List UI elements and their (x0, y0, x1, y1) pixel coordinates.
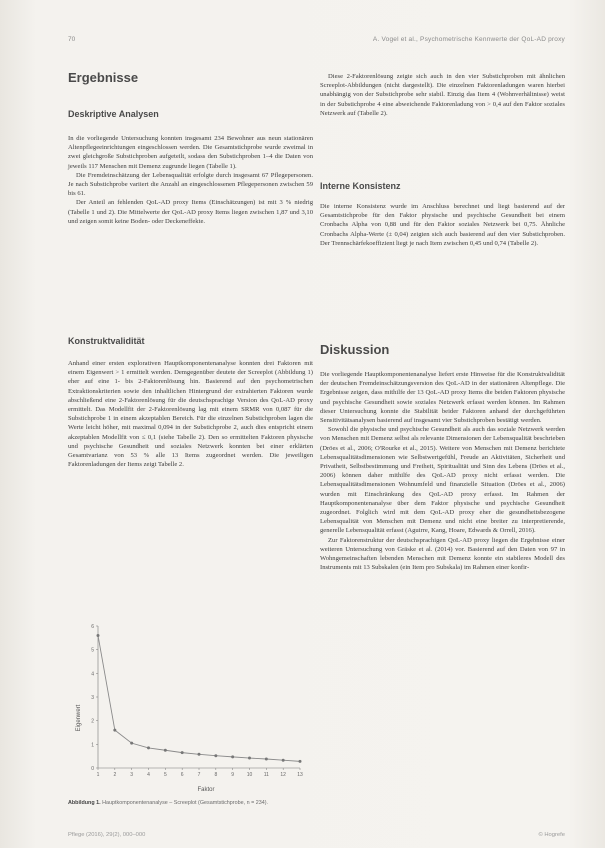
running-title: A. Vogel et al., Psychometrische Kennwerte der QoL-AD proxy (372, 36, 565, 43)
internal-consistency-paragraph: Die interne Konsistenz wurde im Anschluss berechnet und liegt basierend auf der Gesamtstichprobe für den Faktor physische und psychische Gesundheit bei einem Cronbachs Alpha von 0,88 und für den Faktor soziales Netzwerk bei 0,75. Ähnliche Cronbachs Alpha-Werte (± 0,04) zeigten sich auch basierend auf den vier Substichproben. Der Trennschärfekoeffizient liegt je nach Item zwischen 0,45 und 0,74 (Tabelle 2). (320, 203, 565, 247)
x-tick-label: 5 (163, 772, 167, 778)
scree-point (113, 729, 116, 732)
x-tick-label: 2 (113, 772, 117, 778)
scree-point (299, 760, 302, 763)
x-tick-label: 12 (280, 772, 286, 778)
descriptive-section (68, 108, 313, 226)
x-tick-label: 10 (246, 772, 253, 778)
x-tick-label: 3 (130, 772, 134, 778)
y-tick-label: 4 (91, 671, 94, 678)
right-intro-paragraph: Diese 2-Faktorenlösung zeigte sich auch in den vier Substichproben mit ähnlichen Screeplot-Abbildungen (nicht dargestellt). Die einzelnen Faktorenladungen waren hierbei unabhängig von der Substichprobe sehr stabil. Einzig das Item 4 (Wohnverhältnisse) weist in der Substichprobe 4 eine abweichende Faktorenladung von > 0,4 auf den Faktor soziales Netzwerk auf (Tabelle 2). (320, 73, 565, 117)
y-tick-label: 5 (91, 647, 94, 654)
construct-validity-section (68, 335, 313, 469)
x-tick-label: 13 (297, 772, 303, 778)
y-axis-label: Eigenwert (76, 704, 82, 732)
discussion-paragraph-2: Sowohl die physische und psychische Gesundheit als auch das soziale Netzwerk werden von Menschen mit Demenz selbst als relevante Dimensionen der Lebensqualität beschrieben (Dröes et al., 2006; O'Rourke et al., 2015). Weitere von Menschen mit Demenz berichtete Lebensqualitätsdimensionen wie Selbstwertgefühl, Freude an Aktivitäten, Sicherheit und Privatheit, Selbstbestimmung und Freiheit, Spiritualität und Sinn des Lebens (Dröes et al., 2006) können daher mithilfe des QoL-AD proxy nicht erfasst werden. Die Lebensqualitätsdimensionen Wohnumfeld und finanzielle Situation (Dröes et al., 2006) wurden mit Einschränkung des QoL-AD proxy erfasst. Im Rahmen der Hauptkomponentenanalyse über dem Faktor physische und psychische Gesundheit zugeordnet. Folglich wird mit dem QoL-AD proxy eher die gesundheitsbezogene Lebensqualität von Menschen mit Demenz und nicht eine breiter zu interpretierende, generelle Lebensqualität erfasst (Aguirre, Kang, Hoare, Edwards & Orrell, 2016). (320, 426, 565, 535)
scree-point (231, 755, 234, 758)
scree-point (164, 749, 167, 752)
x-tick-label: 4 (147, 772, 150, 778)
y-tick-label: 6 (91, 624, 94, 630)
construct-validity-heading: Konstruktvalidität (68, 336, 145, 346)
figure-caption-label: Abbildung 1. (68, 800, 101, 806)
construct-validity-paragraph: Anhand einer ersten explorativen Hauptkomponentenanalyse konnten drei Faktoren mit einem Eigenwert > 1 ermittelt werden. Demgegenüber deutete der Screeplot (Abbildung 1) eher auf eine 1- bis 2-Faktorenlösung hin. Basierend auf den psychometrischen Extraktionskriterien sowie den inhaltlichen Hintergrund der extrahierten Faktoren wurde abschließend eine 2-Faktorenlösung für die deutschsprachige Version des QoL-AD proxy ermittelt. Das Modellfit der 2-Faktorenlösung lag mit einem SRMR von 0,087 für die Substichprobe 1 in einem akzeptablen Bereich. Für die einzelnen Substichproben lagen die Werte leicht höher, mit maximal 0,094 in der Substichprobe 2, auch dies entspricht einem akzeptablen Modellfit von ≤ 0,1 (siehe Tabelle 2). Den so ermittelten Faktoren physische und psychische Gesundheit und soziales Netzwerk konnten bei einer erklärten Gesamtvarianz von 53 % alle 13 Items zugeordnet werden. Die jeweiligen Faktorenladungen der Items zeigt Tabelle 2. (68, 360, 313, 469)
descriptive-paragraph-1: In die vorliegende Untersuchung konnten insgesamt 234 Bewohner aus neun stationären Altenpflegeeinrichtungen eingeschlossen werden. Die Gesamtstichprobe wurde zweimal in zwei gleichgroße Substichproben aufgeteilt, sodass den Substichproben 1–4 die Daten von jeweils 117 Menschen mit Demenz zugrunde liegen (Tabelle 1). (68, 135, 313, 170)
internal-consistency-section (320, 180, 565, 248)
descriptive-paragraph-3: Der Anteil an fehlenden QoL-AD proxy Items (Einschätzungen) ist mit 3 % niedrig (Tabelle 1 und 2). Die Mittelwerte der QoL-AD proxy Items liegen zwischen 1,87 und 3,10 und zeigen somit keine Boden- oder Deckeneffekte. (68, 199, 313, 225)
footer-citation: Pflege (2016), 29(2), 000–000 (68, 832, 146, 838)
figure-1 (68, 618, 313, 807)
internal-consistency-heading: Interne Konsistenz (320, 181, 401, 191)
scree-point (248, 757, 251, 760)
scree-point (282, 759, 285, 762)
discussion-paragraph-1: Die vorliegende Hauptkomponentenanalyse liefert erste Hinweise für die Konstruktvalidität der deutschen Fremdeinschätzungsversion des QoL-AD in der stationären Altenpflege. Die Ergebnisse zeigen, dass mithilfe der 13 QoL-AD proxy Items die beiden Faktoren physische und psychische Gesundheit sowie soziales Netzwerk erfasst werden können. Im Rahmen dieser Untersuchung konnte die Stabilität beider Faktoren anhand der durchgeführten Sensitivitätsanalysen basierend auf insgesamt vier Substichproben bestätigt werden. (320, 371, 565, 425)
y-tick-label: 1 (91, 742, 94, 749)
results-section (68, 70, 313, 86)
y-tick-label: 0 (91, 766, 94, 772)
figure-caption (68, 800, 313, 807)
factor-solution-text (320, 72, 565, 118)
scree-point (198, 753, 201, 756)
x-tick-label: 1 (96, 772, 100, 778)
y-tick-label: 2 (91, 718, 94, 725)
scree-point (130, 742, 133, 745)
descriptive-paragraph-2: Die Fremdeinschätzung der Lebensqualität erfolgte durch insgesamt 67 Pflegepersonen. Je nach Substichprobe variiert die Anzahl an eingeschlossenen Pflegepersonen zwischen 59 bis 61. (68, 171, 313, 198)
x-tick-label: 11 (263, 772, 269, 778)
y-tick-label: 3 (91, 695, 94, 701)
descriptive-heading: Deskriptive Analysen (68, 109, 159, 119)
x-axis-label: Faktor (197, 787, 215, 793)
scree-point (214, 754, 217, 757)
scree-point (147, 746, 150, 749)
screeplot-chart (68, 618, 313, 798)
discussion-paragraph-3: Zur Faktorenstruktur der deutschsprachigen QoL-AD proxy liegen die Ergebnisse einer weiteren Untersuchung von Gräske et al. (2014) vor. Basierend auf den Daten von 97 in Wohngemeinschaften lebenden Menschen mit Demenz konnte ein stabileres Modell des Instruments mit 13 Subskalen (ein Item pro Subskala) im Rahmen einer konfir- (320, 536, 565, 572)
running-head (68, 36, 565, 46)
discussion-heading: Diskussion (320, 342, 390, 357)
x-tick-label: 9 (231, 772, 235, 778)
figure-caption-text: Hauptkomponentenanalyse – Screeplot (Gesamtstichprobe, n = 234). (102, 800, 269, 806)
footer-publisher: © Hogrefe (538, 832, 565, 838)
discussion-section (320, 342, 565, 572)
x-tick-label: 8 (214, 772, 218, 778)
x-tick-label: 6 (180, 772, 184, 778)
scree-point (181, 751, 184, 754)
page-number: 70 (68, 36, 76, 43)
scree-line (98, 635, 300, 761)
scree-point (265, 758, 268, 761)
x-tick-label: 7 (197, 772, 201, 778)
scree-point (97, 634, 100, 637)
results-heading: Ergebnisse (68, 70, 139, 85)
